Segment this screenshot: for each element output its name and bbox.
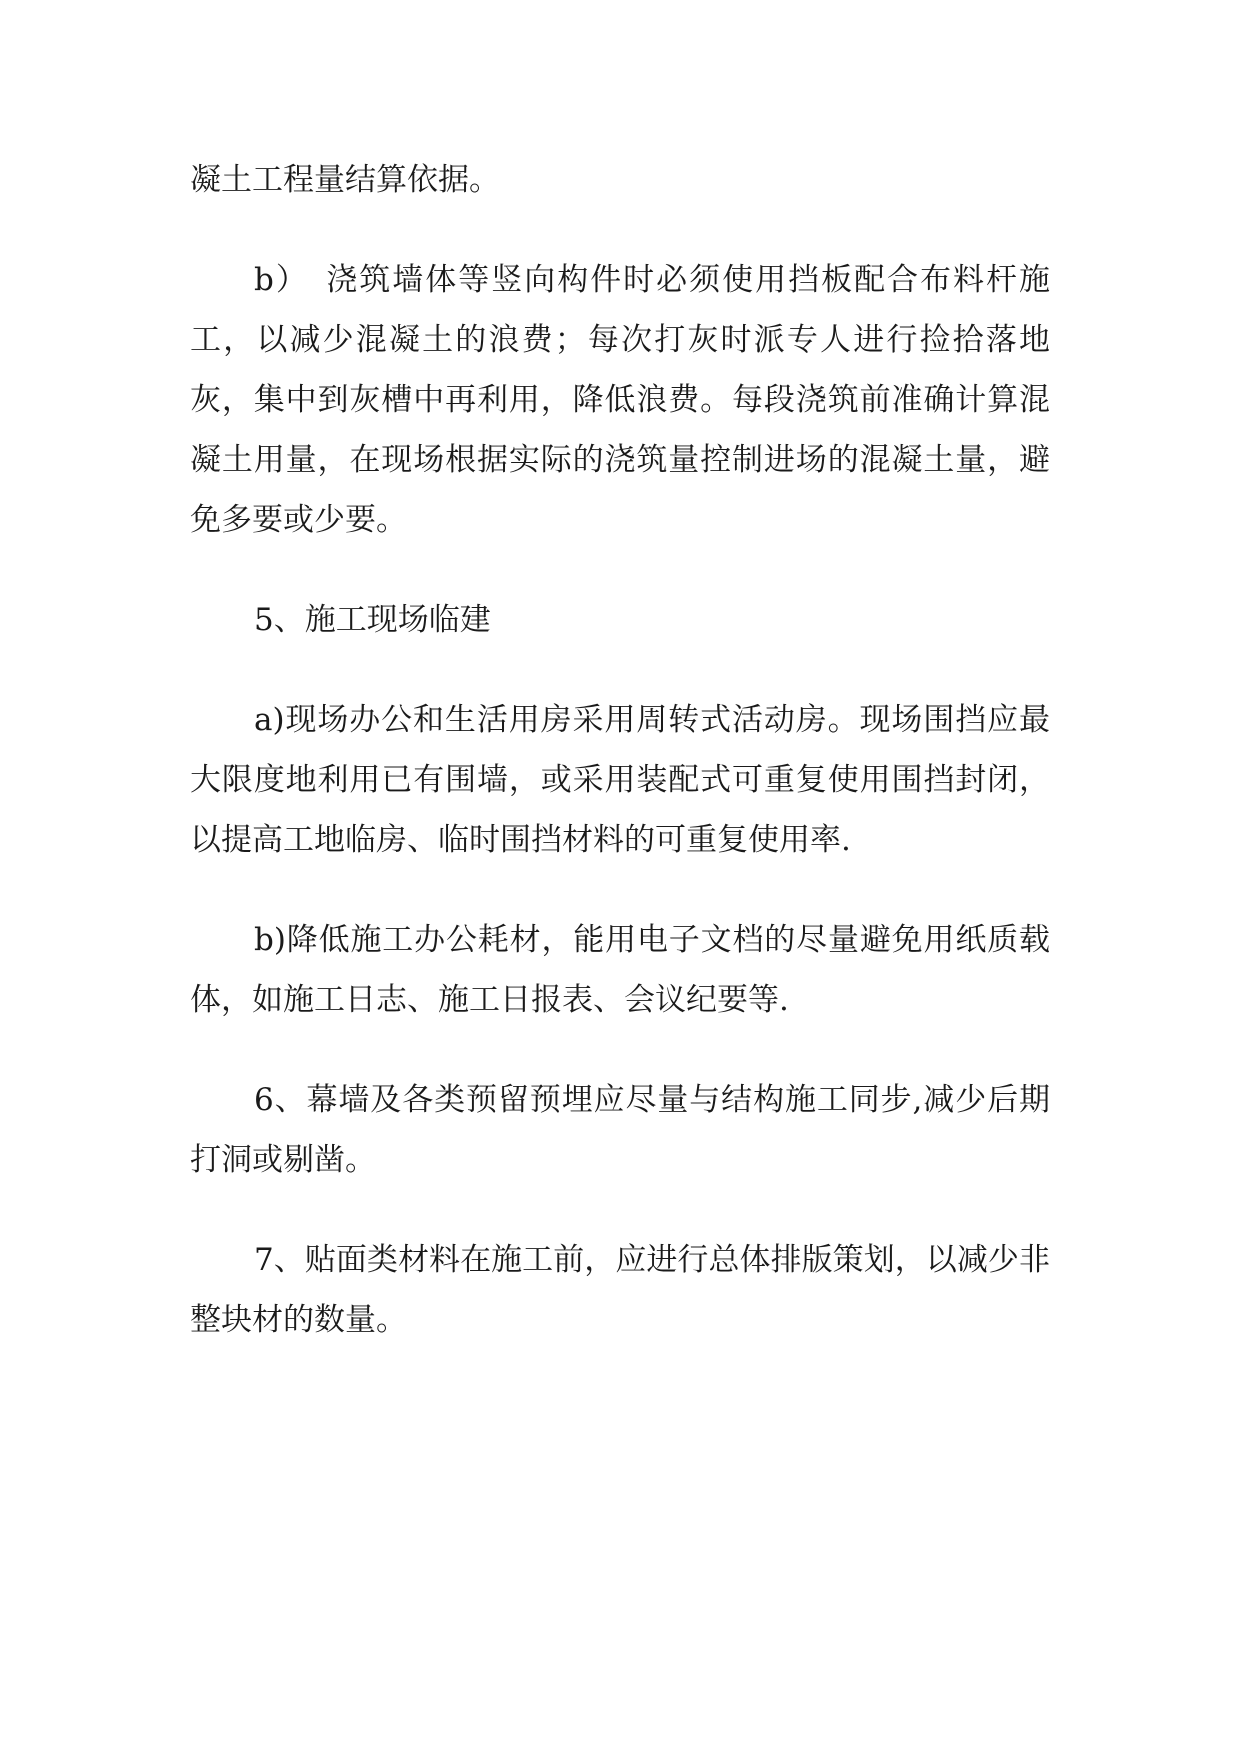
paragraph-item-b-office-consumables: b)降低施工办公耗材，能用电子文档的尽量避免用纸质载体，如施工日志、施工日报表、会议纪要等. bbox=[190, 922, 1050, 1018]
paragraph-item-b-pouring: b） 浇筑墙体等竖向构件时必须使用挡板配合布料杆施工，以减少混凝土的浪费；每次打灰时派专人进行捡拾落地灰，集中到灰槽中再利用，降低浪费。每段浇筑前准确计算混凝土用量，在现场根据实际的浇筑量控制进场的混凝土量，避免多要或少要。 bbox=[190, 262, 1050, 538]
section-heading-temporary-buildings: 5、施工现场临建 bbox=[254, 602, 491, 638]
paragraph-continuation: 凝土工程量结算依据。 bbox=[190, 162, 500, 198]
paragraph-item-a-office-housing: a)现场办公和生活用房采用周转式活动房。现场围挡应最大限度地利用已有围墙，或采用装配式可重复使用围挡封闭，以提高工地临房、临时围挡材料的可重复使用率. bbox=[190, 702, 1050, 858]
document-body bbox=[190, 150, 1050, 1350]
paragraph-item-7-facing-materials: 7、贴面类材料在施工前，应进行总体排版策划，以减少非整块材的数量。 bbox=[190, 1242, 1050, 1338]
paragraph-item-6-curtain-wall: 6、幕墙及各类预留预埋应尽量与结构施工同步,减少后期打洞或剔凿。 bbox=[190, 1082, 1050, 1178]
